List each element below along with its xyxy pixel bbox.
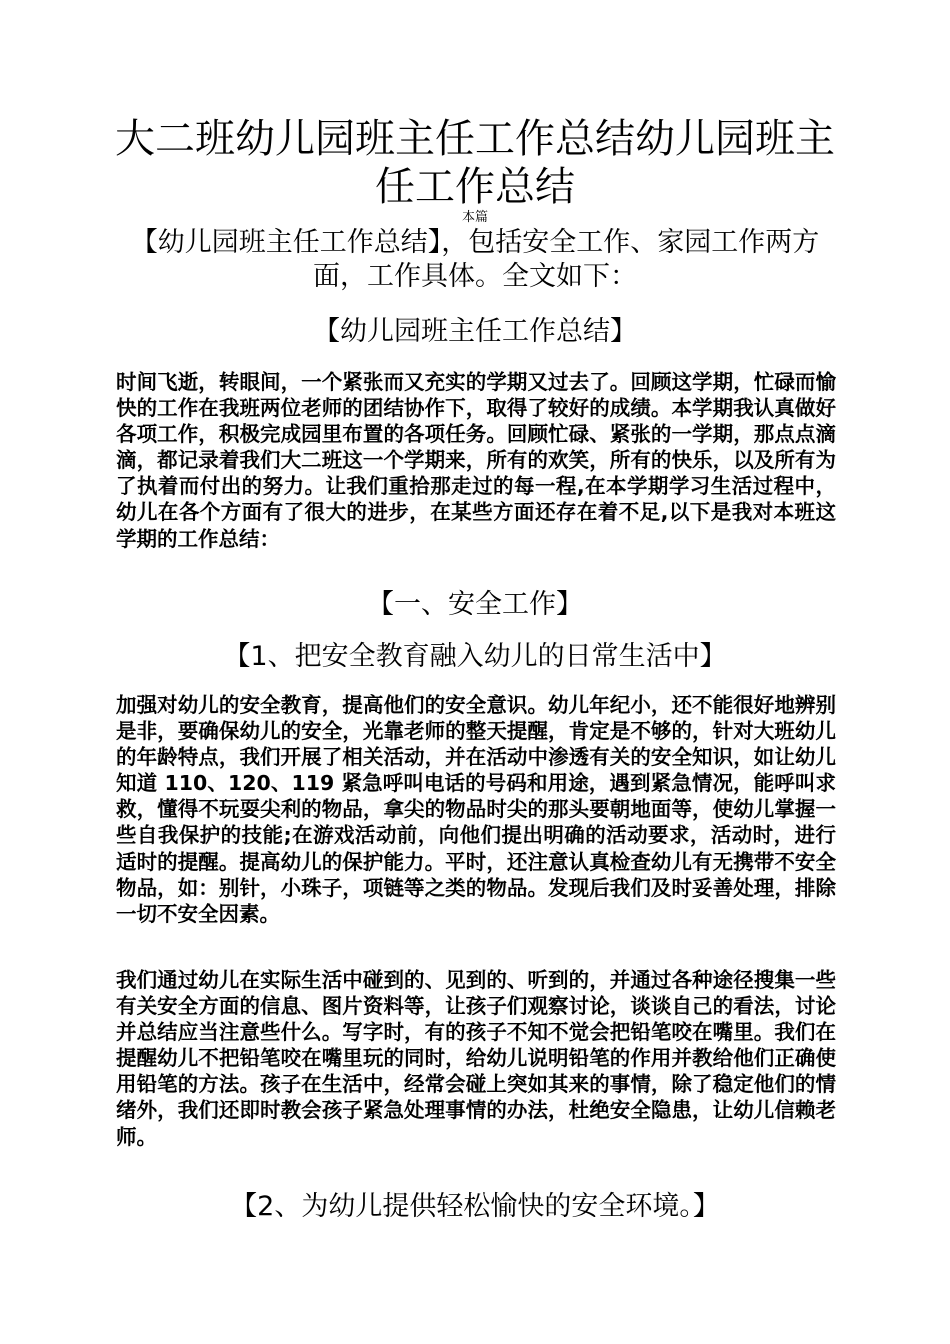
paragraph-1: 时间飞逝，转眼间，一个紧张而又充实的学期又过去了。回顾这学期，忙碌而愉快的工作在我班两位老师的团结协作下，取得了较好的成绩。本学期我认真做好各项工作，积极完成园里布置的各项任务。回顾忙碌、紧张的一学期，那点点滴滴，都记录着我们大二班这一个学期来，所有的欢笑，所有的快乐，以及所有为了执着而付出的努力。让我们重拾那走过的每一程,在本学期学习生活过程中，幼儿在各个方面有了很大的进步，在某些方面还存在着不足,以下是我对本班这学期的工作总结：: [116, 370, 836, 551]
small-note: 本篇: [461, 210, 488, 225]
heading-safety: 【一、安全工作】: [367, 589, 583, 620]
heading-2: 【2、为幼儿提供轻松愉快的安全环境。】: [230, 1191, 720, 1222]
paragraph-2: 加强对幼儿的安全教育，提高他们的安全意识。幼儿年纪小，还不能很好地辨别是非，要确保幼儿的安全，光靠老师的整天提醒，肯定是不够的，针对大班幼儿的年龄特点，我们开展了相关活动，并在活动中渗透有关的安全知识，如让幼儿知道 110、120、119 紧急呼叫电话的号码和用途，遇到紧急情况，能呼叫求救，懂得不玩耍尖利的物品，拿尖的物品时尖的那头要朝地面等，使幼儿掌握一些自我保护的技能;在游戏活动前，向他们提出明确的活动要求，活动时，进行适时的提醒。提高幼儿的保护能力。平时，还注意认真检查幼儿有无携带不安全物品，如：别针，小珠子，项链等之类的物品。发现后我们及时妥善处理，排除一切不安全因素。: [116, 693, 836, 926]
section-heading: 【幼儿园班主任工作总结】: [313, 316, 637, 347]
heading-1: 【1、把安全教育融入幼儿的日常生活中】: [223, 641, 727, 672]
document-title: 大二班幼儿园班主任工作总结幼儿园班主任工作总结: [115, 116, 835, 210]
intro-text: 【幼儿园班主任工作总结】，包括安全工作、家园工作两方面，工作具体。全文如下：: [130, 227, 820, 292]
paragraph-3: 我们通过幼儿在实际生活中碰到的、见到的、听到的，并通过各种途径搜集一些有关安全方面的信息、图片资料等，让孩子们观察讨论，谈谈自己的看法，讨论并总结应当注意些什么。写字时，有的孩子不知不觉会把铅笔咬在嘴里。我们在提醒幼儿不把铅笔咬在嘴里玩的同时，给幼儿说明铅笔的作用并教给他们正确使用铅笔的方法。孩子在生活中，经常会碰上突如其来的事情，除了稳定他们的情绪外，我们还即时教会孩子紧急处理事情的办法，杜绝安全隐患，让幼儿信赖老师。: [116, 968, 836, 1149]
